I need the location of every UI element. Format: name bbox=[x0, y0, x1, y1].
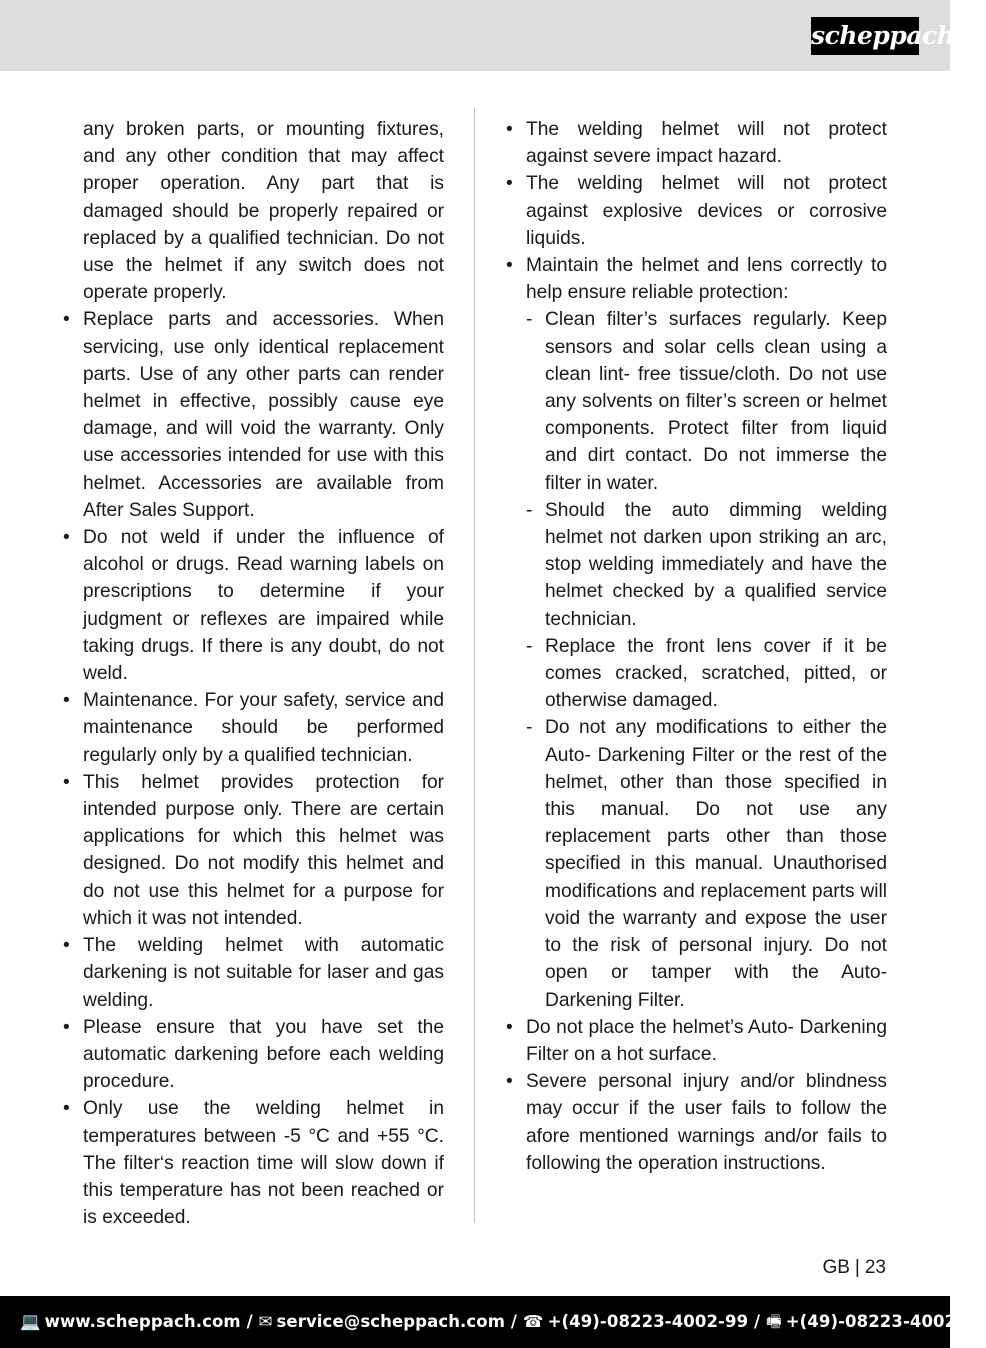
bullet-icon: • bbox=[63, 771, 70, 793]
list-item bbox=[503, 170, 887, 252]
sub-list-item-text: Clean filter’s surfaces regularly. Keep sensors and solar cells clean using a clean lint- free tissue/cloth. Do not use any solvents on filter’s screen or helmet components. Protect filter from liquid and dirt contact. Do not immerse the filter in water. bbox=[545, 309, 887, 494]
bullet-icon: • bbox=[63, 309, 70, 331]
list-item bbox=[503, 1068, 887, 1177]
list-item-text: Replace parts and accessories. When servicing, use only identical replacement parts. Use of any other parts can render helmet in effective, possibly cause eye damage, and will void the warranty. Only use accessories intended for use with this helmet. Accessories are available from After Sales Support. bbox=[83, 309, 444, 521]
bullet-icon: • bbox=[63, 527, 70, 549]
footer-fax: +(49)-08223-4002-58 bbox=[785, 1312, 986, 1331]
dash-icon: - bbox=[526, 499, 533, 521]
list-item bbox=[503, 116, 887, 170]
dash-icon: - bbox=[526, 717, 533, 739]
list-item-text: This helmet provides protection for intended purpose only. There are certain applications for which this helmet was designed. Do not modify this helmet and do not use this helmet for a purpose for which it was not intended. bbox=[83, 771, 444, 929]
computer-icon: 💻 bbox=[20, 1312, 41, 1331]
list-item-text: Do not weld if under the influence of alcohol or drugs. Read warning labels on prescriptions to determine if your judgment or reflexes are impaired while taking drugs. If there is any doubt, do not weld. bbox=[83, 527, 444, 685]
page-language: GB bbox=[822, 1257, 850, 1278]
list-item-continuation bbox=[60, 116, 444, 306]
page-number bbox=[822, 1256, 886, 1280]
list-item-text: Maintain the helmet and lens correctly to help ensure reliable protection: bbox=[526, 255, 887, 304]
list-item-text: Do not place the helmet’s Auto- Darkening Filter on a hot surface. bbox=[526, 1016, 887, 1065]
page-separator: | bbox=[854, 1257, 860, 1278]
footer-slash: / bbox=[754, 1312, 761, 1331]
page-header bbox=[0, 0, 955, 71]
footer-slash: / bbox=[510, 1312, 518, 1331]
list-item-text: Maintenance. For your safety, service and maintenance should be performed regularly only by a qualified technician. bbox=[83, 690, 444, 766]
page-number-value: 23 bbox=[864, 1257, 886, 1278]
sub-list-item bbox=[503, 497, 887, 633]
list-item bbox=[503, 252, 887, 306]
list-item-text: Please ensure that you have set the automatic darkening before each welding procedure. bbox=[83, 1016, 444, 1093]
phone-icon: ☎ bbox=[522, 1312, 544, 1331]
bullet-icon: • bbox=[506, 119, 513, 140]
list-item-text: any broken parts, or mounting fixtures, and any other condition that may affect proper operation. Any part that is damaged should be properly repaired or replaced by a qualified technician. Do not use the helmet if any switch does not operate properly. bbox=[83, 119, 444, 304]
page-footer bbox=[0, 1296, 986, 1348]
list-item bbox=[60, 306, 444, 524]
bullet-icon: • bbox=[63, 1016, 70, 1038]
list-item bbox=[60, 1014, 444, 1096]
list-item-text: The welding helmet with automatic darkening is not suitable for laser and gas welding. bbox=[83, 935, 444, 1011]
bullet-icon: • bbox=[506, 1016, 513, 1038]
bullet-icon: • bbox=[506, 173, 513, 195]
bullet-icon: • bbox=[506, 255, 513, 277]
bullet-icon: • bbox=[506, 1071, 513, 1093]
list-item bbox=[60, 1095, 444, 1231]
bullet-icon: • bbox=[63, 935, 70, 957]
list-item-text: The welding helmet will not protect against explosive devices or corrosive liquids. bbox=[526, 173, 887, 249]
list-item bbox=[60, 769, 444, 932]
sub-list-item bbox=[503, 306, 887, 496]
footer-slash: / bbox=[246, 1312, 253, 1331]
dash-icon: - bbox=[526, 635, 533, 657]
column-divider bbox=[474, 108, 475, 1223]
list-item-text: The welding helmet will not protect against severe impact hazard. bbox=[526, 119, 887, 168]
bullet-icon: • bbox=[63, 1098, 70, 1120]
sub-list-item bbox=[503, 714, 887, 1013]
scheppach-logo: scheppach bbox=[811, 17, 919, 55]
footer-website[interactable]: www.scheppach.com bbox=[44, 1312, 241, 1331]
sub-list-item-text: Do not any modifications to either the Auto- Darkening Filter or the rest of the helmet, other than those specified in this manual. Do not use any replacement parts other than those specified in this manual. Unauthorised modifications and replacement parts will void the warranty and expose the user to the risk of personal injury. Do not open or tamper with the Auto- Darkening Filter. bbox=[545, 717, 887, 1011]
list-item bbox=[60, 932, 444, 1014]
list-item bbox=[60, 524, 444, 687]
list-item bbox=[503, 1014, 887, 1068]
footer-phone: +(49)-08223-4002-99 bbox=[547, 1312, 749, 1331]
left-column bbox=[60, 116, 444, 1231]
list-item-text: Severe personal injury and/or blindness may occur if the user fails to follow the afore mentioned warnings and/or fails to following the operation instructions. bbox=[526, 1071, 887, 1174]
bullet-icon: • bbox=[63, 690, 70, 712]
footer-email[interactable]: service@scheppach.com bbox=[276, 1312, 506, 1331]
list-item-text: Only use the welding helmet in temperatures between -5 °C and +55 °C. The filter‘s reaction time will slow down if this temperature has not been reached or is exceeded. bbox=[83, 1098, 444, 1229]
sub-list-item-text: Should the auto dimming welding helmet not darken upon striking an arc, stop welding immediately and have the helmet checked by a qualified service technician. bbox=[545, 499, 887, 630]
sub-list-item-text: Replace the front lens cover if it be comes cracked, scratched, pitted, or otherwise damaged. bbox=[545, 635, 887, 712]
right-column bbox=[503, 116, 887, 1177]
dash-icon: - bbox=[526, 309, 533, 331]
fax-icon: 🖷 bbox=[766, 1312, 782, 1331]
sub-list-item bbox=[503, 633, 887, 715]
envelope-icon: ✉ bbox=[258, 1312, 273, 1331]
list-item bbox=[60, 687, 444, 769]
